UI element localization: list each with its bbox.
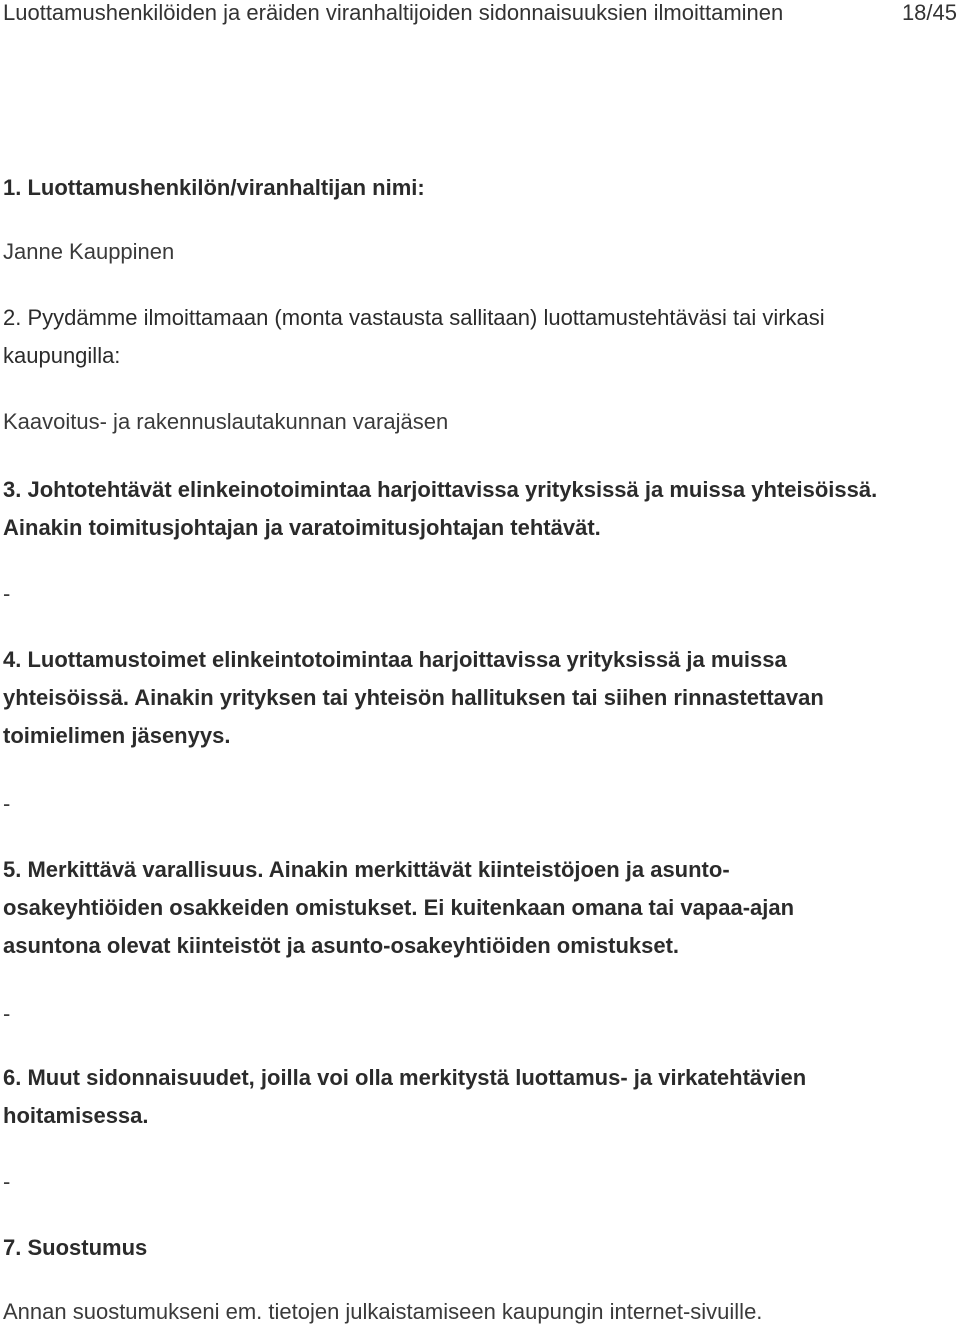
answer-1: Janne Kauppinen	[3, 239, 175, 264]
answer-2: Kaavoitus- ja rakennuslautakunnan varajäsen	[3, 409, 449, 434]
answer-5: -	[3, 1001, 11, 1026]
page-number: 18/45	[901, 0, 957, 25]
answer-6: -	[3, 1169, 11, 1194]
answer-4: -	[3, 791, 11, 816]
answer-7: Annan suostumukseni em. tietojen julkaistamiseen kaupungin internet-sivuille.	[3, 1299, 763, 1324]
question-2: 2. Pyydämme ilmoittamaan (monta vastausta sallitaan) luottamustehtäväsi tai virkasi kaupungilla:	[3, 305, 825, 368]
question-5: 5. Merkittävä varallisuus. Ainakin merkittävät kiinteistöjoen ja asunto-osakeyhtiöiden osakkeiden omistukset. Ei kuitenkaan omana tai vapaa-ajan asuntona olevat kiinteistöt ja asunto-osakeyhtiöiden omistukset.	[3, 857, 795, 958]
page-header	[3, 0, 957, 26]
question-7: 7. Suostumus	[3, 1235, 148, 1260]
question-4: 4. Luottamustoimet elinkeintotoimintaa harjoittavissa yrityksissä ja muissa yhteisöissä. Ainakin yrityksen tai yhteisön hallituksen tai siihen rinnastettavan toimielimen jäsenyys.	[3, 647, 824, 748]
question-6: 6. Muut sidonnaisuudet, joilla voi olla merkitystä luottamus- ja virkatehtävien hoitamisessa.	[3, 1065, 807, 1128]
document-title: Luottamushenkilöiden ja eräiden viranhaltijoiden sidonnaisuuksien ilmoittaminen	[3, 0, 784, 25]
question-1: 1. Luottamushenkilön/viranhaltijan nimi:	[3, 175, 425, 200]
question-3: 3. Johtotehtävät elinkeinotoimintaa harjoittavissa yrityksissä ja muissa yhteisöissä. Ainakin toimitusjohtajan ja varatoimitusjohtajan tehtävät.	[3, 477, 878, 540]
answer-3: -	[3, 581, 11, 606]
